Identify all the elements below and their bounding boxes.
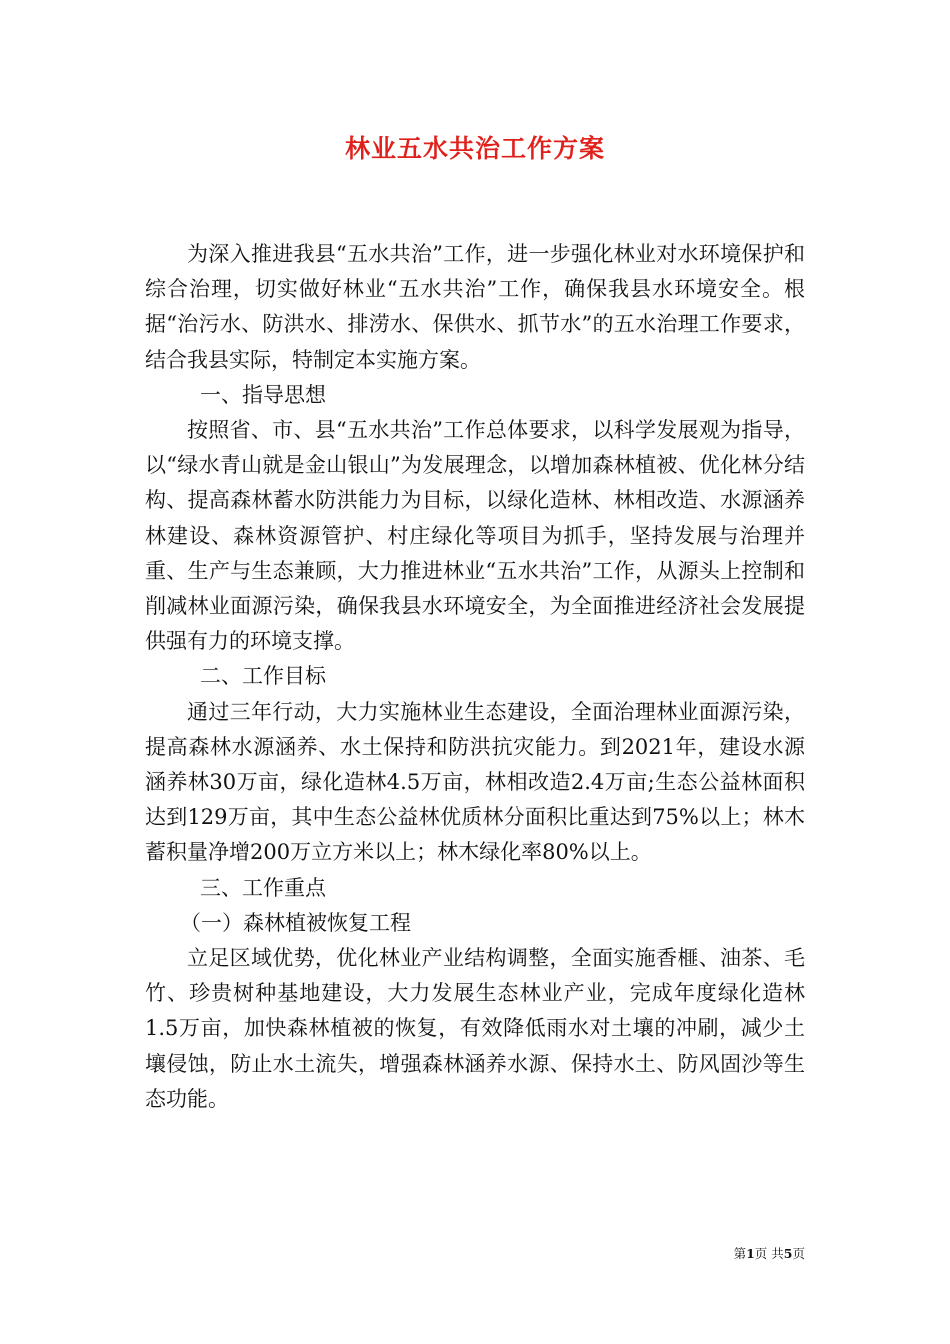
forest-restoration-paragraph: 立足区域优势，优化林业产业结构调整，全面实施香榧、油茶、毛竹、珍贵树种基地建设，大力发展生态林业产业，完成年度绿化造林1.5万亩，加快森林植被的恢复，有效降低雨水对土壤的冲刷，减少土壤侵蚀，防止水土流失，增强森林涵养水源、保持水土、防风固沙等生态功能。 xyxy=(145,946,805,1111)
document-body xyxy=(145,237,805,1117)
document-title: 林业五水共治工作方案 xyxy=(344,134,605,163)
work-goals-paragraph: 通过三年行动，大力实施林业生态建设，全面治理林业面源污染，提高森林水源涵养、水土保持和防洪抗灾能力。到2021年，建设水源涵养林30万亩，绿化造林4.5万亩，林相改造2.4万亩;生态公益林面积达到129万亩，其中生态公益林优质林分面积比重达到75%以上；林木蓄积量净增200万立方米以上；林木绿化率80%以上。 xyxy=(145,699,805,865)
section-heading-guiding-ideology: 一、指导思想 xyxy=(200,382,326,407)
section-heading-work-goals: 二、工作目标 xyxy=(200,664,326,689)
footer-prefix: 第 xyxy=(733,1246,747,1261)
guiding-ideology-paragraph: 按照省、市、县“五水共治”工作总体要求，以科学发展观为指导，以“绿水青山就是金山银山”为发展理念，以增加森林植被、优化林分结构、提高森林蓄水防洪能力为目标，以绿化造林、林相改造、水源涵养林建设、森林资源管护、村庄绿化等项目为抓手，坚持发展与治理并重、生产与生态兼顾，大力推进林业“五水共治”工作，从源头上控制和削减林业面源污染，确保我县水环境安全，为全面推进经济社会发展提供强有力的环境支撑。 xyxy=(145,418,805,654)
footer-suffix: 页 xyxy=(792,1246,805,1261)
intro-paragraph: 为深入推进我县“五水共治”工作，进一步强化林业对水环境保护和综合治理，切实做好林业“五水共治”工作，确保我县水环境安全。根据“治污水、防洪水、排涝水、保供水、抓节水”的五水治理工作要求，结合我县实际，特制定本实施方案。 xyxy=(145,242,805,372)
subsection-heading-forest-restoration: （一）森林植被恢复工程 xyxy=(180,910,411,935)
page-number-footer xyxy=(734,1246,805,1262)
section-heading-work-focus: 三、工作重点 xyxy=(200,875,326,900)
current-page-number: 1 xyxy=(746,1246,755,1261)
total-pages-number: 5 xyxy=(783,1246,793,1261)
footer-middle: 页 共 xyxy=(754,1246,784,1261)
